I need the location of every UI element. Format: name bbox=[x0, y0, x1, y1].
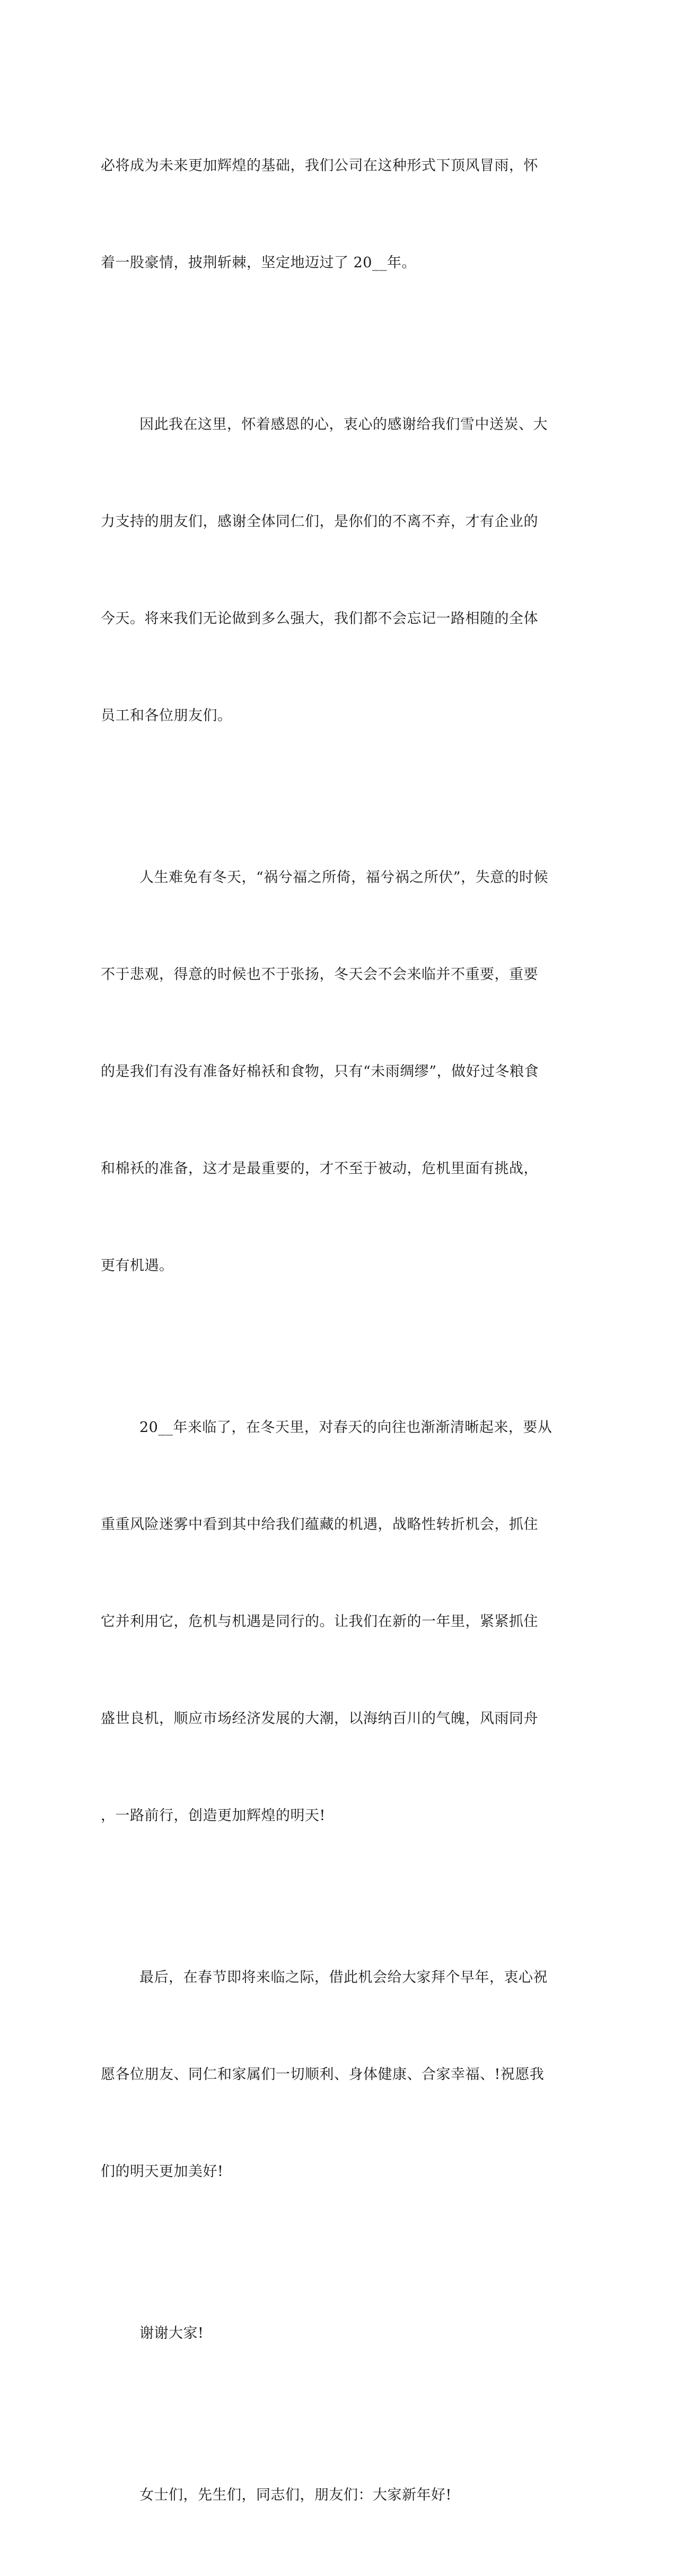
paragraph-line: 20__年来临了，在冬天里，对春天的向往也渐渐清晰起来，要从 bbox=[139, 1419, 552, 1436]
paragraph-line: ，一路前行，创造更加辉煌的明天! bbox=[101, 1807, 326, 1824]
paragraph-line: 女士们，先生们，同志们，朋友们：大家新年好! bbox=[139, 2487, 452, 2503]
paragraph-6 bbox=[101, 2252, 572, 2414]
paragraph-line: 员工和各位朋友们。 bbox=[101, 708, 232, 724]
paragraph-line: 们的明天更加美好! bbox=[101, 2163, 224, 2180]
paragraph-line: 最后，在春节即将来临之际，借此机会给大家拜个早年，衷心祝 bbox=[139, 1969, 548, 1986]
document-body bbox=[101, 85, 572, 2576]
paragraph-line: 今天。将来我们无论做到多么强大，我们都不会忘记一路相随的全体 bbox=[101, 610, 538, 627]
paragraph-line: 重重风险迷雾中看到其中给我们蕴藏的机遇，战略性转折机会，抓住 bbox=[101, 1516, 538, 1533]
paragraph-7 bbox=[101, 2414, 572, 2576]
paragraph-1 bbox=[101, 85, 572, 344]
paragraph-line: 愿各位朋友、同仁和家属们一切顺利、身体健康、合家幸福、!祝愿我 bbox=[101, 2066, 545, 2083]
paragraph-line: 更有机遇。 bbox=[101, 1258, 174, 1274]
paragraph-5 bbox=[101, 1897, 572, 2252]
paragraph-line: 盛世良机，顺应市场经济发展的大潮，以海纳百川的气魄，风雨同舟 bbox=[101, 1710, 538, 1727]
paragraph-line: 谢谢大家! bbox=[139, 2325, 204, 2342]
paragraph-line: 它并利用它，危机与机遇是同行的。让我们在新的一年里，紧紧抓住 bbox=[101, 1613, 538, 1630]
paragraph-line: 因此我在这里，怀着感恩的心，衷心的感谢给我们雪中送炭、大 bbox=[139, 416, 548, 433]
paragraph-2 bbox=[101, 344, 572, 797]
paragraph-line: 着一股豪情，披荆斩棘，坚定地迈过了 20__年。 bbox=[101, 255, 416, 271]
paragraph-line: 人生难免有冬天，“祸兮福之所倚，福兮祸之所伏”，失意的时候 bbox=[139, 869, 549, 886]
paragraph-line: 不于悲观，得意的时候也不于张扬，冬天会不会来临并不重要，重要 bbox=[101, 966, 538, 983]
paragraph-line: 和棉袄的准备，这才是最重要的，才不至于被动，危机里面有挑战， bbox=[101, 1160, 538, 1177]
paragraph-line: 的是我们有没有准备好棉袄和食物，只有“未雨绸缪”，做好过冬粮食 bbox=[101, 1063, 539, 1080]
paragraph-line: 必将成为未来更加辉煌的基础，我们公司在这种形式下顶风冒雨，怀 bbox=[101, 158, 538, 174]
paragraph-4 bbox=[101, 1347, 572, 1897]
paragraph-line: 力支持的朋友们，感谢全体同仁们，是你们的不离不弃，才有企业的 bbox=[101, 513, 538, 530]
paragraph-3 bbox=[101, 797, 572, 1347]
